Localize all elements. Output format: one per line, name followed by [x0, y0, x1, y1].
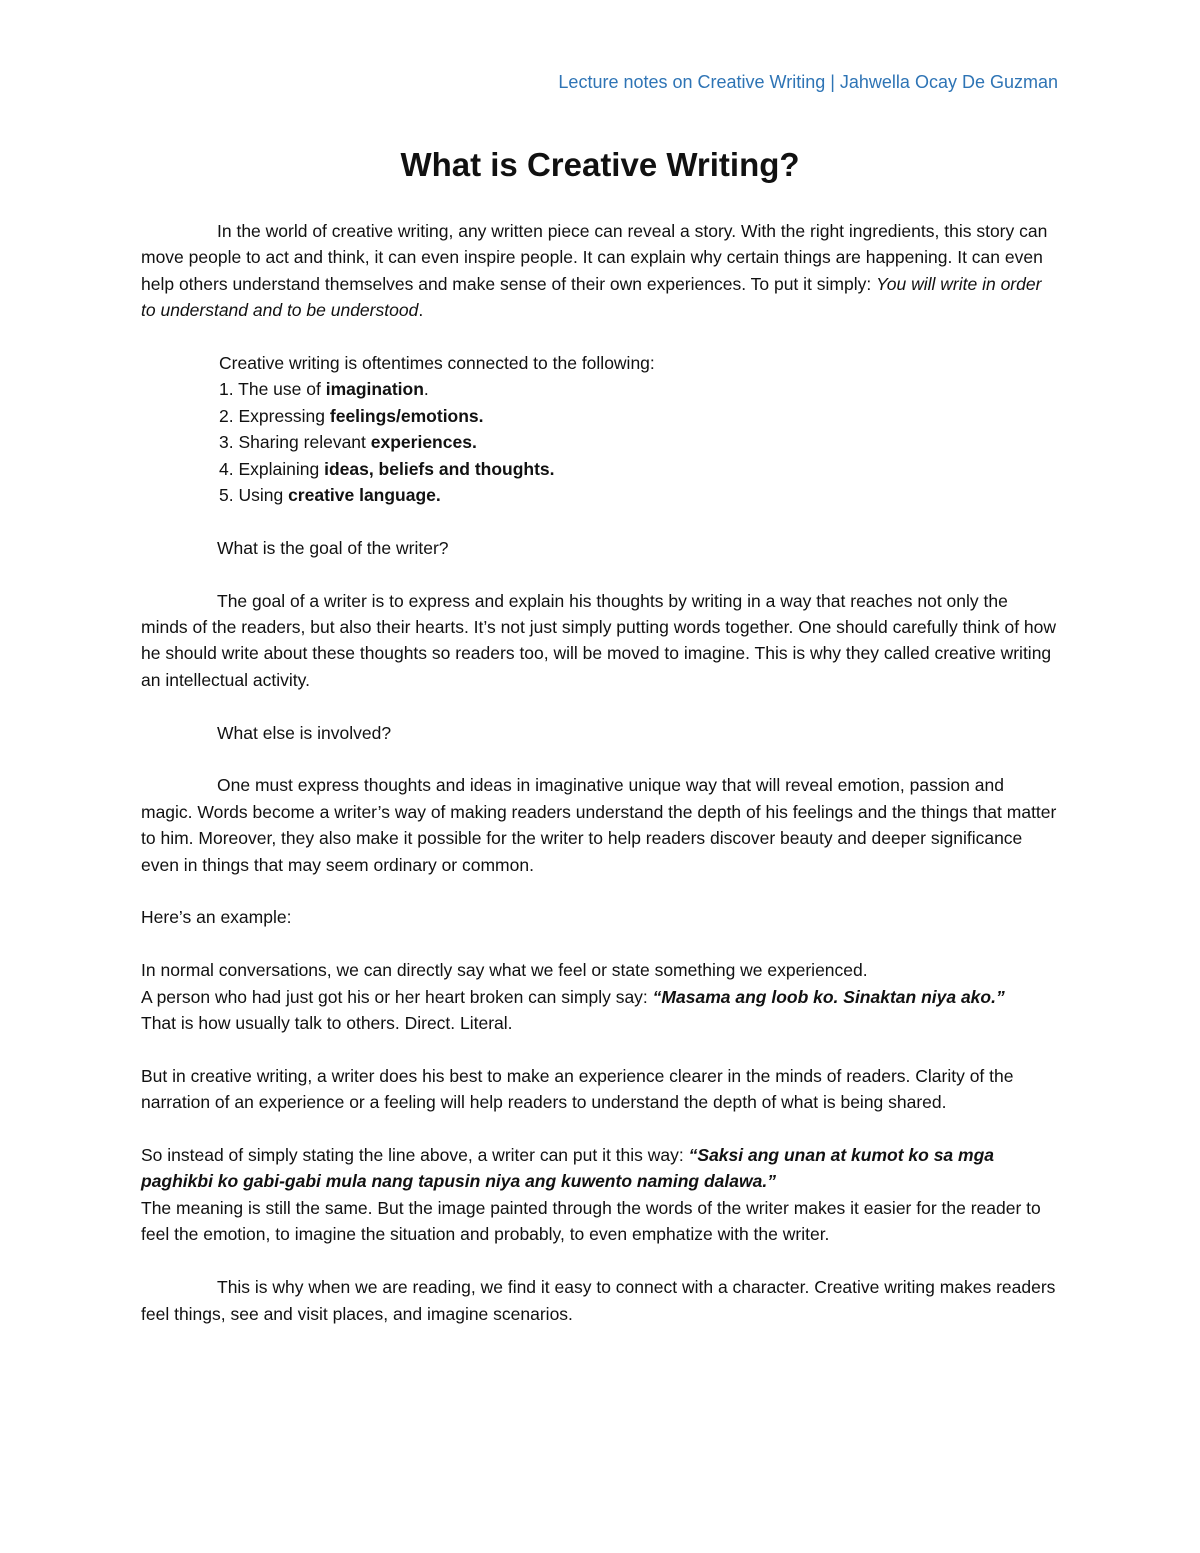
- intro-paragraph: [141, 218, 1057, 324]
- running-header: Lecture notes on Creative Writing | Jahwella Ocay De Guzman: [558, 72, 1058, 92]
- list-item-keyword: creative language.: [288, 485, 441, 506]
- creative-paragraph: But in creative writing, a writer does his best to make an experience clearer in the minds of readers. Clarity of the narration of an experience or a feeling will help readers to understand the depth of what is being shared.: [141, 1065, 1014, 1113]
- list-item-keyword: ideas, beliefs and thoughts.: [324, 458, 555, 479]
- involved-question: What else is involved?: [217, 722, 392, 743]
- closing-paragraph: This is why when we are reading, we find it easy to connect with a character. Creative writing makes readers feel things, see and visit places, and imagine scenarios.: [141, 1277, 1056, 1324]
- list-item-prefix: 4. Explaining: [219, 458, 325, 479]
- list-item-prefix: 5. Using: [219, 485, 289, 506]
- intro-emphasis: You will write in order to understand and to be understood: [141, 273, 1042, 321]
- list-item-keyword: imagination: [325, 379, 424, 400]
- page-title: What is Creative Writing?: [400, 146, 800, 183]
- list-item: [219, 403, 1057, 429]
- list-item-keyword: feelings/emotions.: [329, 405, 484, 426]
- example-literal-quote: “Masama ang loob ko. Sinaktan niya ako.”: [652, 986, 1005, 1007]
- list-item: [219, 456, 1057, 482]
- list-lead: Creative writing is oftentimes connected to the following:: [219, 353, 655, 374]
- list-item: [219, 429, 1057, 455]
- instead-prefix: So instead of simply stating the line above, a writer can put it this way:: [141, 1145, 689, 1166]
- list-item: [219, 482, 1057, 508]
- example-line-2: [141, 984, 1057, 1010]
- goal-question: What is the goal of the writer?: [217, 537, 449, 558]
- list-item-prefix: 3. Sharing relevant: [219, 432, 371, 453]
- involved-answer: One must express thoughts and ideas in imaginative unique way that will reveal emotion, passion and magic. Words become a writer’s way of making readers understand the depth of his feelings and the things that matter to him. Moreover, they also make it possible for the writer to help readers discover beauty and deeper significance even in things that may seem ordinary or common.: [141, 775, 1057, 875]
- meaning-paragraph: The meaning is still the same. But the image painted through the words of the writer makes it easier for the reader to feel the emotion, to imagine the situation and probably, to even emphatize with the writer.: [141, 1197, 1041, 1245]
- example-line-2-prefix: A person who had just got his or her heart broken can simply say:: [141, 986, 653, 1007]
- list-item-prefix: 1. The use of: [219, 379, 326, 400]
- goal-answer: The goal of a writer is to express and explain his thoughts by writing in a way that reaches not only the minds of the readers, but also their hearts. It’s not just simply putting words together. One should carefully think of how he should write about these thoughts so readers too, will be moved to imagine. This is why they called creative writing an intellectual activity.: [141, 590, 1057, 690]
- list-item: [219, 376, 1057, 402]
- list-item-prefix: 2. Expressing: [219, 405, 330, 426]
- example-creative-quote: “Saksi ang unan at kumot ko sa mga paghikbi ko gabi-gabi mula nang tapusin niya ang kuwento naming dalawa.”: [141, 1145, 995, 1192]
- document-body: [141, 218, 1057, 1327]
- example-line-3: That is how usually talk to others. Direct. Literal.: [141, 1013, 513, 1034]
- example-lead: Here’s an example:: [141, 907, 292, 928]
- intro-text: In the world of creative writing, any written piece can reveal a story. With the right ingredients, this story can move people to act and think, it can even inspire people. It can explain why certain things are happening. It can even help others understand themselves and make sense of their own experiences. To put it simply:: [141, 221, 1048, 294]
- list-item-suffix: .: [423, 379, 429, 400]
- connected-list: [141, 350, 1057, 508]
- example-line-1: In normal conversations, we can directly say what we feel or state something we experienced.: [141, 960, 868, 981]
- list-item-keyword: experiences.: [370, 432, 477, 453]
- intro-end: .: [418, 300, 424, 321]
- instead-paragraph: [141, 1142, 1057, 1195]
